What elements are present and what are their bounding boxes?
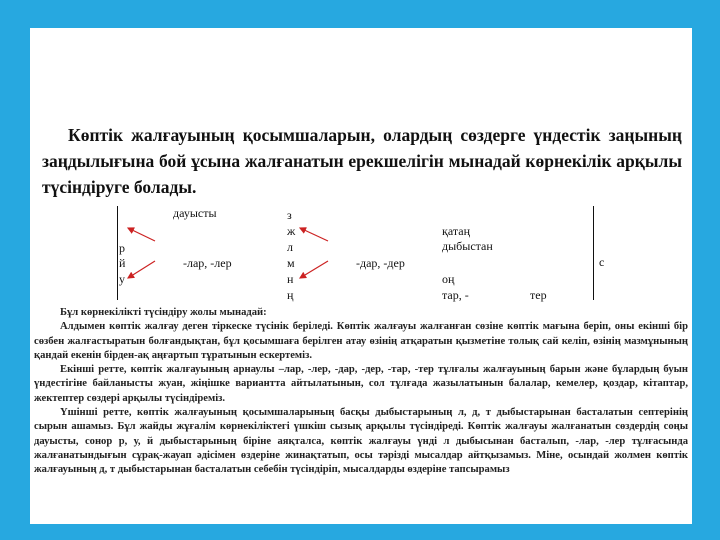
- paragraph-4: Үшінші ретте, көптік жалғауының қосымшаларының басқы дыбыстарының л, д, т дыбыстарынан басталатын септерінің сырын ашамыз. Бұл жайды жұғалім көрнекіліктегі үшкіш сызық арқылы түсіндіреді. Көптік жалғауы жалғанатын сөздердің соңы дауысты, сонор р, у, й дыбыстарының біріне аяқталса, көптік жалғауы үнді л дыбысынан басталып, -лар, -лер тұлғасында жалғанатындығын сұрақ-жауап әдісімен өздеріне жинақтатып, осы тәрізді мысалдар айтқызамыз. Міне, осындай жолмен көптік жалғауының д, т дыбыстарынан басталатын себебін түсіндіріп, мысалдарды өздеріне тапсырамыз: [34, 407, 688, 476]
- paragraph-1: Бұл көрнекілікті түсіндіру жолы мынадай:: [60, 307, 267, 318]
- middle-suffix: -дар, -дер: [356, 256, 405, 270]
- middle-letter-l: л: [287, 240, 293, 254]
- right-letter-s: с: [599, 255, 605, 269]
- left-letter-y: й: [119, 256, 126, 270]
- paragraph-2: Алдымен көптік жалғау деген тіркеске түсінік беріледі. Көптік жалғауы жалғанған сөзіне көптік мағына беріп, оны екінші бір сөзбен жалғастыратын болғандықтан, бұл қосымшаға берілген атау өзінің атқаратын қызметіне толық сай келіп, өзінің мазмұнының қандай екенін бірден-ақ аңғартып тұратынын ескертеміз.: [34, 321, 688, 361]
- middle-letter-n: н: [287, 272, 294, 286]
- right-label-sounds: дыбыстан: [442, 239, 493, 253]
- middle-letter-z: з: [287, 208, 292, 222]
- paragraph-3: Екінші ретте, көптік жалғауының арнаулы –лар, -лер, -дар, -дер, -тар, -тер тұлғалы жалғауының барын және бұлардың буын үндестігіне байланысты жуан, жіңішке вариантта айтылатынын, сол тұлғада жазылатынын балалар, кемелер, қоздар, кітаптар, жектептер сөздері арқылы түсіндіреміз.: [34, 364, 688, 404]
- middle-letter-m: м: [287, 256, 295, 270]
- right-label-on: оң: [442, 272, 455, 286]
- middle-letter-zh: ж: [287, 224, 296, 238]
- left-letter-u: у: [119, 272, 125, 286]
- vowels-label: дауысты: [173, 206, 217, 220]
- left-letter-r: р: [119, 241, 125, 255]
- slide-title: Көптік жалғауының қосымшаларын, олардың сөздерге үндестік заңының заңдылығына бой ұсына жалғанатын ерекшелігін мынадай көрнекілік арқылы түсіндіруге болады.: [42, 125, 682, 197]
- right-suffix-tar: тар, -: [442, 288, 469, 302]
- middle-letter-ng: ң: [287, 288, 294, 302]
- slide: [30, 28, 692, 524]
- explanation-text: [34, 306, 688, 478]
- diagram-frame: [117, 206, 594, 300]
- right-suffix-ter: тер: [530, 288, 547, 302]
- left-suffix: -лар, -лер: [183, 256, 232, 270]
- right-label-hard: қатаң: [442, 224, 470, 238]
